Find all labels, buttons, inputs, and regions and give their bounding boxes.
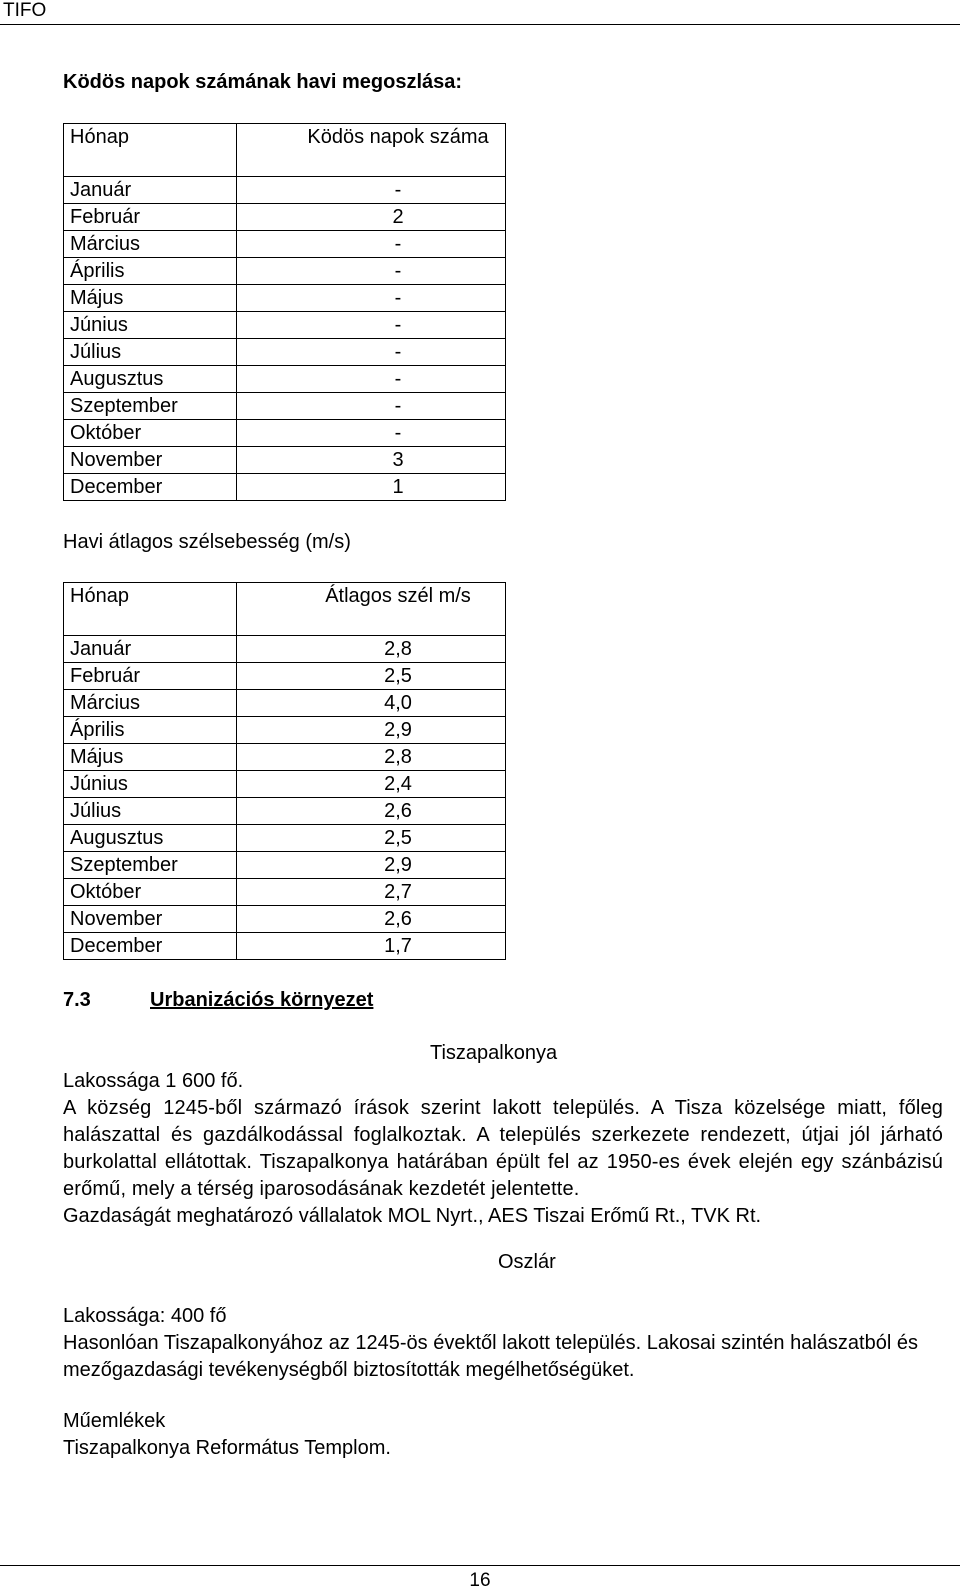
table-row [64,393,506,420]
value-cell: 2,6 [237,798,506,825]
table-header-row [64,124,506,177]
month-cell: Augusztus [64,366,237,393]
fog-section-title: Ködös napok számának havi megoszlása: [63,71,463,93]
month-cell: Március [64,690,237,717]
value-cell: 4,0 [237,690,506,717]
document-header: TIFO [3,0,47,21]
town2-text: Hasonlóan Tiszapalkonyához az 1245-ös évektől lakott település. Lakosai szintén halászatból és mezőgazdasági tevékenységből biztosították megélhetőségüket. [63,1332,918,1381]
town1-text: A község 1245-ből származó írások szerint lakott település. A Tisza közelsége miatt, főleg halászattal és gazdálkodással foglalkoztak. A település szerkezete rendezett, útjai jól járható burkolattal ellátottak. Tiszapalkonya határában épült fel az 1950-es évek elején egy szánbázisú erőmű, mely a térség iparosodásának kezdetét jelentette. [63,1097,943,1200]
value-cell: 1,7 [237,933,506,960]
value-cell: 2,9 [237,852,506,879]
table-row [64,690,506,717]
month-cell: Október [64,879,237,906]
table-row [64,717,506,744]
value-cell: - [237,177,506,204]
value-cell: 2,8 [237,744,506,771]
value-cell: 2,4 [237,771,506,798]
value-cell: 2,5 [237,663,506,690]
table-header-row [64,583,506,636]
value-cell: 2,5 [237,825,506,852]
table-row [64,312,506,339]
value-cell: - [237,393,506,420]
value-cell: 2,8 [237,636,506,663]
monuments-text: Tiszapalkonya Református Templom. [63,1437,391,1459]
month-cell: November [64,906,237,933]
wind-section-title: Havi átlagos szélsebesség (m/s) [63,531,351,553]
month-cell: Április [64,717,237,744]
value-cell: - [237,231,506,258]
table-row [64,447,506,474]
table-row [64,636,506,663]
month-cell: Február [64,204,237,231]
value-cell: 2,9 [237,717,506,744]
section-heading-7-3 [63,989,373,1012]
table-row [64,366,506,393]
value-cell: - [237,366,506,393]
table-row [64,231,506,258]
month-cell: Május [64,744,237,771]
value-cell: 3 [237,447,506,474]
month-cell: Március [64,231,237,258]
footer-divider [0,1565,960,1566]
month-cell: Január [64,636,237,663]
section-title: Urbanizációs környezet [150,989,374,1011]
table-row [64,933,506,960]
value-cell: - [237,258,506,285]
table-row [64,204,506,231]
monuments-label: Műemlékek [63,1410,166,1432]
month-cell: Július [64,339,237,366]
town2-population: Lakossága: 400 fő [63,1305,227,1327]
table-row [64,177,506,204]
month-cell: Június [64,312,237,339]
month-cell: Január [64,177,237,204]
month-cell: Szeptember [64,393,237,420]
value-cell: - [237,339,506,366]
value-cell: - [237,312,506,339]
month-cell: November [64,447,237,474]
month-cell: Október [64,420,237,447]
table-row [64,771,506,798]
town-name-tiszapalkonya: Tiszapalkonya [430,1042,558,1064]
header-month: Hónap [64,583,237,636]
table-row [64,339,506,366]
value-cell: - [237,285,506,312]
month-cell: Szeptember [64,852,237,879]
table-row [64,420,506,447]
month-cell: Július [64,798,237,825]
month-cell: December [64,933,237,960]
month-cell: Június [64,771,237,798]
month-cell: Február [64,663,237,690]
header-wind-speed: Átlagos szél m/s [237,583,506,636]
town1-economy: Gazdaságát meghatározó vállalatok MOL Nyrt., AES Tiszai Erőmű Rt., TVK Rt. [63,1205,762,1227]
wind-speed-table [63,582,506,960]
header-fog-days: Ködös napok száma [237,124,506,177]
value-cell: - [237,420,506,447]
value-cell: 1 [237,474,506,501]
fog-days-table [63,123,506,501]
table-row [64,825,506,852]
town1-description [63,1068,943,1230]
value-cell: 2 [237,204,506,231]
table-row [64,285,506,312]
town1-population: Lakossága 1 600 fő. [63,1070,244,1092]
table-row [64,258,506,285]
table-row [64,879,506,906]
table-row [64,852,506,879]
table-row [64,744,506,771]
value-cell: 2,6 [237,906,506,933]
header-month: Hónap [64,124,237,177]
town-name-oszlar: Oszlár [498,1251,556,1273]
table-row [64,906,506,933]
section-number: 7.3 [63,989,91,1011]
table-row [64,798,506,825]
town2-description [63,1303,943,1384]
monuments-block [63,1408,943,1462]
table-row [64,663,506,690]
value-cell: 2,7 [237,879,506,906]
month-cell: Augusztus [64,825,237,852]
month-cell: December [64,474,237,501]
month-cell: Április [64,258,237,285]
header-divider [0,24,960,25]
table-row [64,474,506,501]
month-cell: Május [64,285,237,312]
page-number: 16 [469,1570,491,1591]
